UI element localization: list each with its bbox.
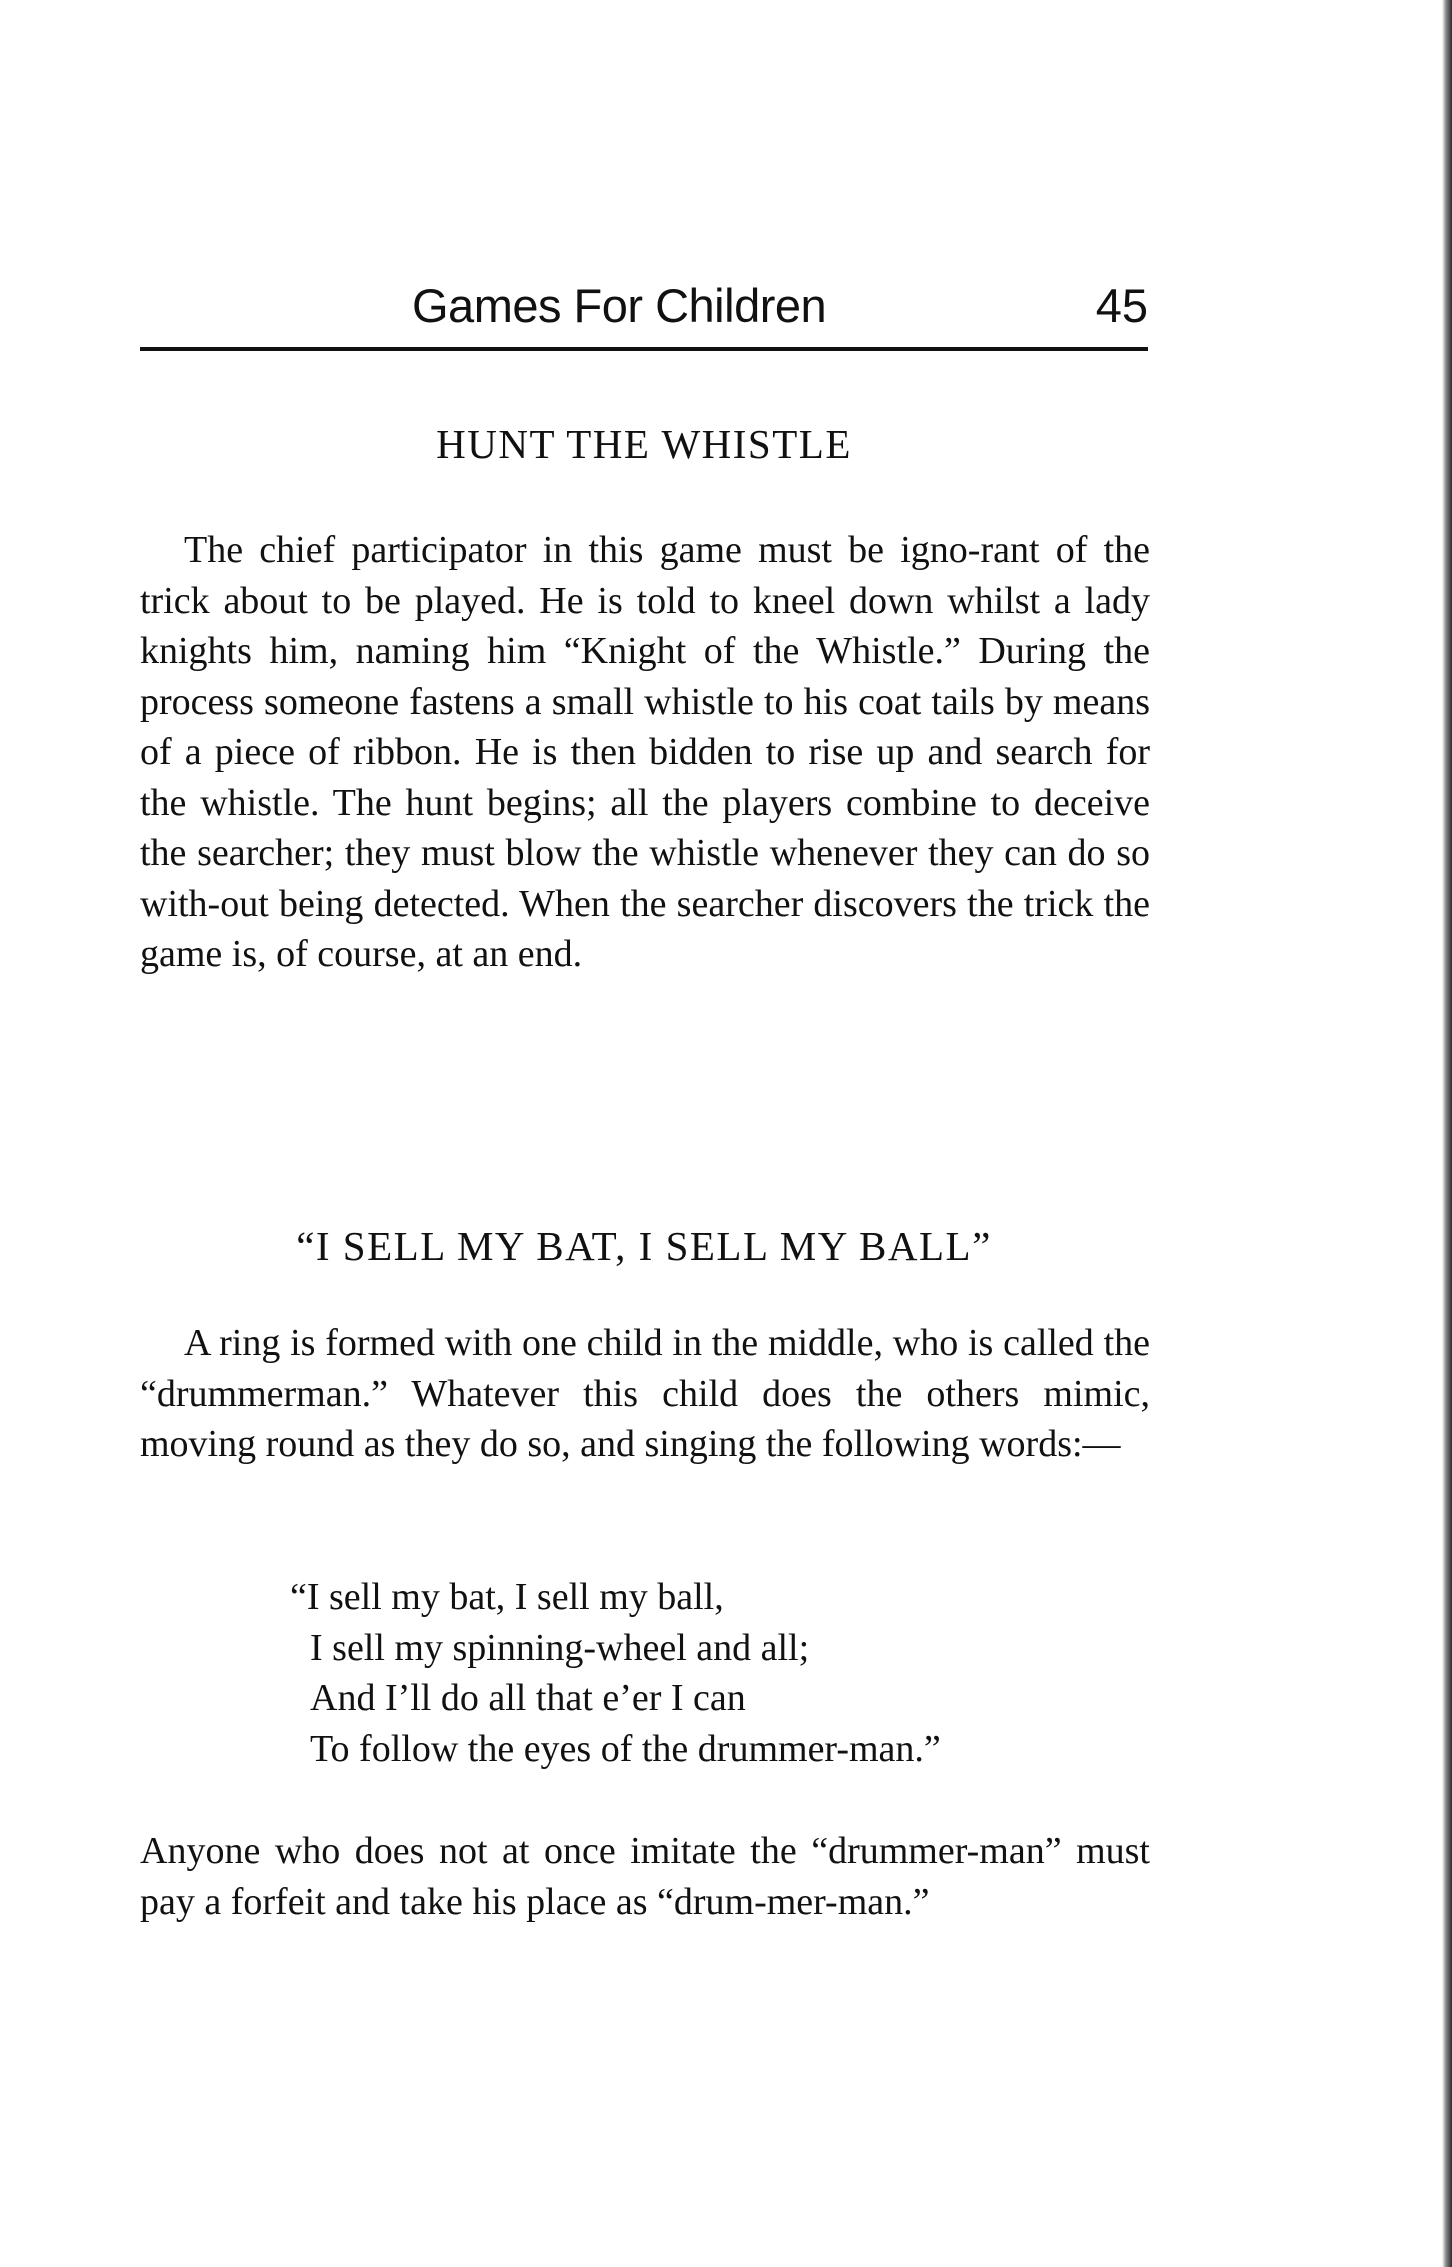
page-edge-shadow bbox=[1442, 0, 1452, 2267]
running-title: Games For Children bbox=[412, 279, 827, 332]
paragraph-hunt-the-whistle: The chief participator in this game must be igno-rant of the trick about to be played. He is told to kneel down whilst a lady knights him, naming him “Knight of the Whistle.” During the process someone fastens a small whistle to his coat tails by means of a piece of ribbon. He is then bidden to rise up and search for the whistle. The hunt begins; all the players combine to deceive the searcher; they must blow the whistle whenever they can do so with-out being detected. When the searcher discovers the trick the game is, of course, at an end. bbox=[140, 529, 1150, 975]
verse-line: And I’ll do all that e’er I can bbox=[310, 1677, 746, 1719]
verse-line: To follow the eyes of the drummer-man.” bbox=[310, 1727, 941, 1770]
header-rule bbox=[140, 347, 1148, 351]
page-number: 45 bbox=[1095, 279, 1148, 332]
section-heading-i-sell-my-bat: “I SELL MY BAT, I SELL MY BALL” bbox=[296, 1223, 992, 1269]
section-heading-hunt-the-whistle: HUNT THE WHISTLE bbox=[436, 421, 852, 467]
paragraph-i-sell-my-bat: A ring is formed with one child in the middle, who is called the “drummerman.” Whatever this child does the others mimic, moving round as they do so, and singing the following words:— bbox=[140, 1322, 1150, 1465]
verse-line: “I sell my bat, I sell my ball, bbox=[290, 1576, 724, 1618]
running-header bbox=[140, 278, 1148, 348]
closing-paragraph: Anyone who does not at once imitate the “drummer-man” must pay a forfeit and take his place as “drum-mer-man.” bbox=[140, 1830, 1150, 1923]
verse bbox=[290, 1572, 1150, 1774]
verse-line: I sell my spinning-wheel and all; bbox=[310, 1626, 810, 1669]
